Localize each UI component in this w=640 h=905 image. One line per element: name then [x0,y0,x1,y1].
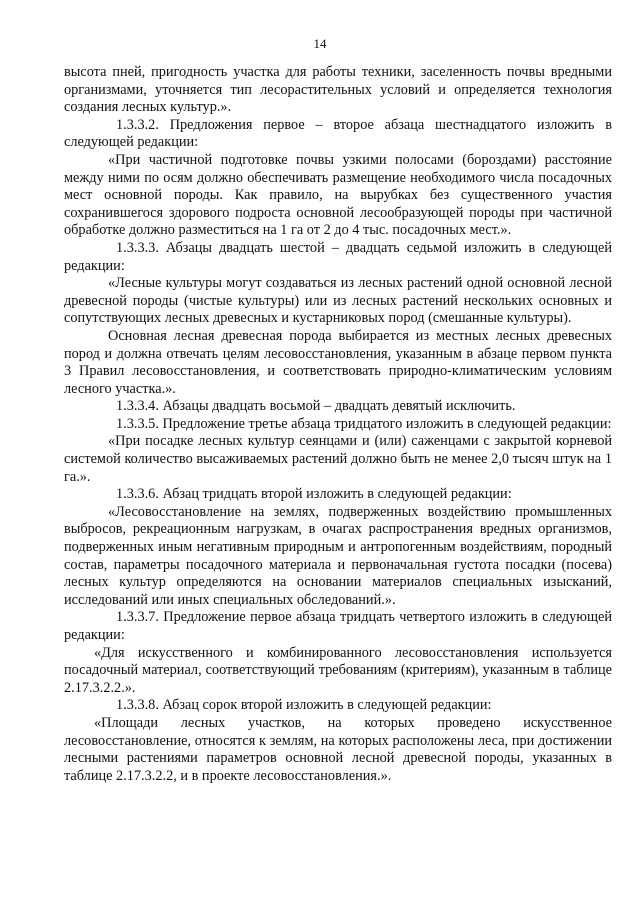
paragraph-quote-partial-soil-preparation: «При частичной подготовке почвы узкими полосами (бороздами) расстояние между ними по осям должно обеспечивать размещение необходимого числа посадочных мест основной породы. Как правило, на вырубках без существенного участия сохранившегося здорового подроста основной лесообразующей породы при частичной обработке должно разместиться на 1 га от 2 до 4 тыс. посадочных мест.». [64,151,612,239]
paragraph-quote-land-areas: «Площади лесных участков, на которых проведено искусственное лесовосстановление, относятся к землям, на которых расположены леса, при достижении лесными растениями параметров основной лесной древесной породы, указанных в таблице 2.17.3.2.2, и в проекте лесовосстановления.». [64,714,612,784]
paragraph-continuation: высота пней, пригодность участка для работы техники, заселенность почвы вредными организмами, уточняется тип лесорастительных условий и определяется технология создания лесных культур.». [64,64,612,116]
paragraph-1-3-3-7: 1.3.3.7. Предложение первое абзаца тридцать четвертого изложить в следующей редакции: [64,609,612,643]
paragraph-1-3-3-3: 1.3.3.3. Абзацы двадцать шестой – двадцать седьмой изложить в следующей редакции: [64,239,612,274]
paragraph-1-3-3-2: 1.3.3.2. Предложения первое – второе абзаца шестнадцатого изложить в следующей редакции: [64,116,612,151]
page-number: 14 [313,36,327,51]
paragraph-1-3-3-6: 1.3.3.6. Абзац тридцать второй изложить в следующей редакции: [116,486,512,503]
paragraph-quote-seedling-planting: «При посадке лесных культур сеянцами и (или) саженцами с закрытой корневой системой количество высаживаемых растений должно быть не менее 2,0 тысяч штук на 1 га.». [64,433,612,485]
paragraph-quote-forest-cultures: «Лесные культуры могут создаваться из лесных растений одной основной лесной древесной породы (чистые культуры) или из лесных растений нескольких основных и сопутствующих лесных древесных и кустарниковых пород (смешанные культуры). [64,275,612,327]
document-body [64,64,612,785]
paragraph-quote-reforestation-impacted-lands: «Лесовосстановление на землях, подверженных воздействию промышленных выбросов, рекреационным нагрузкам, в очагах распространения вредных организмов, подверженных иным негативным природным и антропогенным воздействиям, породный состав, параметры посадочного материала и первоначальная густота посадки (посева) лесных культур определяются на основании материалов специальных изысканий, исследований или иных специальных обследований.». [64,503,612,608]
paragraph-main-tree-species: Основная лесная древесная порода выбирается из местных лесных древесных пород и должна отвечать целям лесовосстановления, указанным в абзаце первом пункта 3 Правил лесовосстановления, и соответствовать природно-климатическим условиям лесного участка.». [64,327,612,397]
paragraph-1-3-3-4: 1.3.3.4. Абзацы двадцать восьмой – двадцать девятый исключить. [116,398,516,415]
paragraph-1-3-3-5: 1.3.3.5. Предложение третье абзаца тридцатого изложить в следующей редакции: [116,415,612,432]
paragraph-quote-planting-material: «Для искусственного и комбинированного лесовосстановления используется посадочный материал, соответствующий требованиям (критериям), указанным в таблице 2.17.3.2.2.». [64,644,612,696]
paragraph-1-3-3-8: 1.3.3.8. Абзац сорок второй изложить в следующей редакции: [116,697,492,714]
